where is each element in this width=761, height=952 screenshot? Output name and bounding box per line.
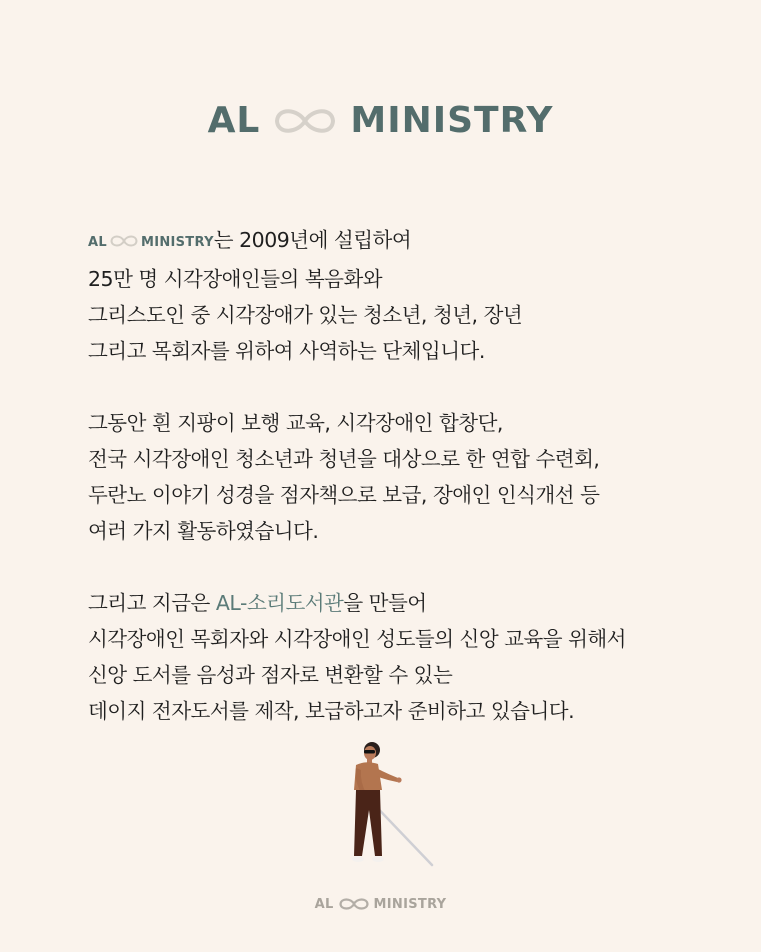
footer-logo [0, 895, 761, 913]
infinity-logo-icon [338, 895, 370, 913]
current-line-1 [88, 585, 728, 621]
header-logo [0, 100, 761, 141]
current-line-1-suffix: 을 만들어 [343, 591, 427, 615]
intro-line-1 [88, 222, 728, 261]
intro-paragraph [88, 222, 728, 369]
logo-left-text: AL [207, 100, 261, 141]
sound-library-highlight: AL-소리도서관 [215, 591, 344, 615]
infinity-logo-icon [272, 101, 338, 141]
footer-logo-left: AL [314, 896, 334, 912]
current-line-1-prefix: 그리고 지금은 [88, 591, 216, 615]
current-line-2: 시각장애인 목회자와 시각장애인 성도들의 신앙 교육을 위해서 [88, 627, 626, 651]
intro-line-2: 25만 명 시각장애인들의 복음화와 [88, 267, 383, 291]
person-with-white-cane-illustration [330, 738, 440, 868]
intro-line-3: 그리스도인 중 시각장애가 있는 청소년, 청년, 장년 [88, 303, 523, 327]
current-line-4: 데이지 전자도서를 제작, 보급하고자 준비하고 있습니다. [88, 699, 575, 723]
current-paragraph [88, 585, 728, 729]
infinity-logo-icon [109, 232, 139, 250]
intro-line-1-text: 는 2009년에 설립하여 [213, 228, 412, 252]
inline-logo-left: AL [88, 235, 107, 250]
history-line-2: 전국 시각장애인 청소년과 청년을 대상으로 한 연합 수련회, [88, 447, 600, 471]
main-content [88, 222, 728, 765]
history-line-1: 그동안 흰 지팡이 보행 교육, 시각장애인 합창단, [88, 411, 503, 435]
logo-right-text: MINISTRY [350, 100, 554, 141]
intro-line-4: 그리고 목회자를 위하여 사역하는 단체입니다. [88, 339, 485, 363]
inline-logo-right: MINISTRY [140, 235, 214, 250]
history-line-3: 두란노 이야기 성경을 점자책으로 보급, 장애인 인식개선 등 [88, 483, 600, 507]
footer-logo-right: MINISTRY [373, 896, 447, 912]
current-line-3: 신앙 도서를 음성과 점자로 변환할 수 있는 [88, 663, 453, 687]
history-paragraph [88, 405, 728, 549]
inline-logo [88, 235, 214, 250]
history-line-4: 여러 가지 활동하였습니다. [88, 519, 319, 543]
